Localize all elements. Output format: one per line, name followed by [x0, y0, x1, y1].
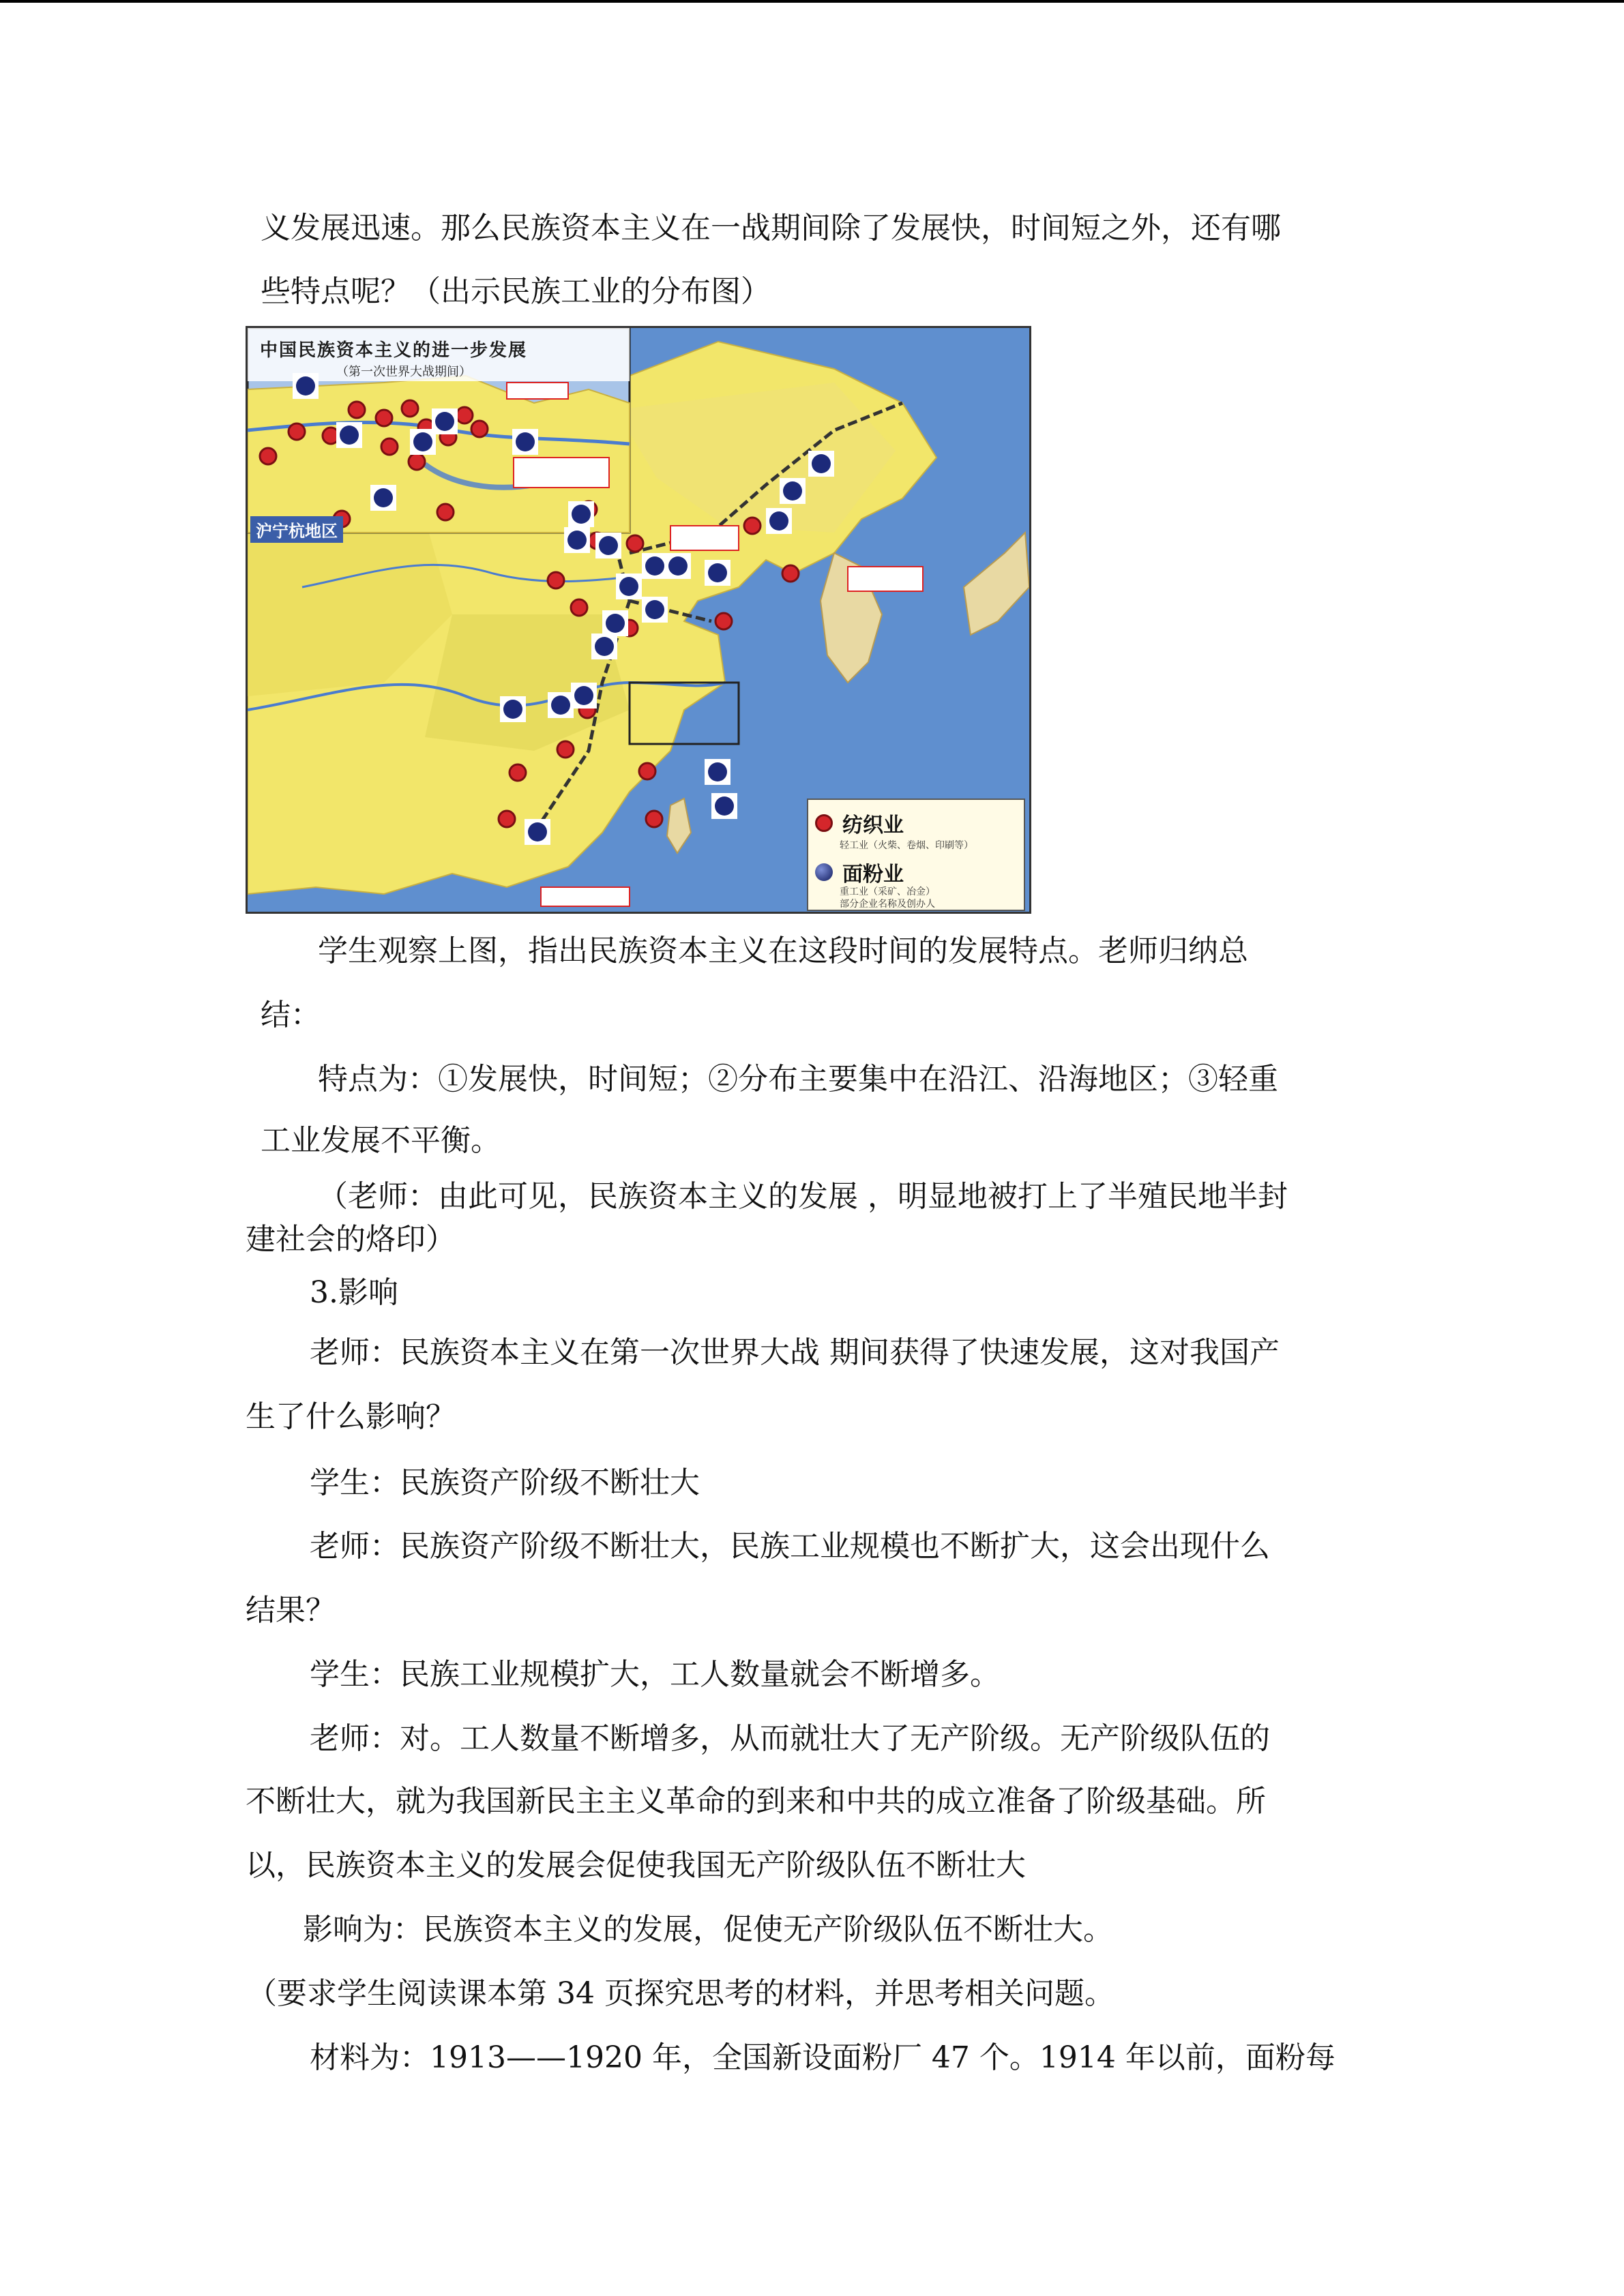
- paragraph-line: 学生：民族资产阶级不断壮大: [310, 1465, 700, 1500]
- legend-flour: [815, 857, 904, 887]
- paragraph-line: 建社会的烙印）: [246, 1222, 456, 1257]
- paragraph-line: （老师：由此可见，民族资本主义的发展 ，明显地被打上了半殖民地半封: [318, 1179, 1288, 1214]
- map-legend: [807, 799, 1025, 911]
- paragraph-line: 老师：民族资本主义在第一次世界大战 期间获得了快速发展，这对我国产: [310, 1335, 1280, 1370]
- paragraph-line: 工业发展不平衡。: [261, 1123, 501, 1158]
- paragraph-line: 学生观察上图，指出民族资本主义在这段时间的发展特点。老师归纳总: [318, 934, 1248, 968]
- legend-company-note: 部分企业名称及创办人: [840, 899, 935, 910]
- paragraph-line: 生了什么影响？: [246, 1399, 456, 1434]
- flour-marker-icon: [815, 863, 833, 881]
- inset-label: 沪宁杭地区: [250, 516, 343, 543]
- paragraph-line: 特点为：①发展快，时间短；②分布主要集中在沿江、沿海地区；③轻重: [318, 1062, 1278, 1097]
- paragraph-line: 结果？: [246, 1593, 336, 1628]
- paragraph-line: 义发展迅速。那么民族资本主义在一战期间除了发展快，时间短之外，还有哪: [261, 211, 1281, 245]
- paragraph-line: 些特点呢？（出示民族工业的分布图）: [261, 274, 771, 309]
- map-subtitle: （第一次世界大战期间）: [336, 365, 471, 379]
- section-heading: 3.影响: [310, 1275, 398, 1310]
- paragraph-line: 影响为：民族资本主义的发展，促使无产阶级队伍不断壮大。: [303, 1912, 1113, 1947]
- paragraph-line: 学生：民族工业规模扩大，工人数量就会不断增多。: [310, 1657, 1000, 1692]
- legend-textile-label: 纺织业: [842, 814, 904, 837]
- paragraph-line: 以，民族资本主义的发展会促使我国无产阶级队伍不断壮大: [246, 1848, 1026, 1883]
- paragraph-line: 结：: [261, 998, 321, 1032]
- top-rule: [0, 0, 1624, 3]
- paragraph-line: 材料为：1913——1920 年，全国新设面粉厂 47 个。1914 年以前，面粉每: [310, 2040, 1335, 2075]
- paragraph-line: （要求学生阅读课本第 34 页探究思考的材料，并思考相关问题。: [247, 1976, 1114, 2011]
- legend-flour-label: 面粉业: [842, 863, 904, 886]
- textile-marker-icon: [815, 814, 833, 832]
- legend-textile: [815, 808, 904, 838]
- paragraph-line: 不断壮大，就为我国新民主主义革命的到来和中共的成立准备了阶级基础。所: [246, 1784, 1266, 1819]
- legend-heavy-note: 重工业（采矿、冶金）: [840, 886, 935, 897]
- paragraph-line: 老师：民族资产阶级不断壮大，民族工业规模也不断扩大，这会出现什么: [310, 1529, 1270, 1564]
- legend-light-note: 轻工业（火柴、卷烟、印刷等）: [840, 840, 973, 851]
- paragraph-line: 老师：对。工人数量不断增多，从而就壮大了无产阶级。无产阶级队伍的: [310, 1721, 1270, 1756]
- national-industry-map: [246, 326, 1031, 914]
- map-title: 中国民族资本主义的进一步发展: [260, 340, 528, 361]
